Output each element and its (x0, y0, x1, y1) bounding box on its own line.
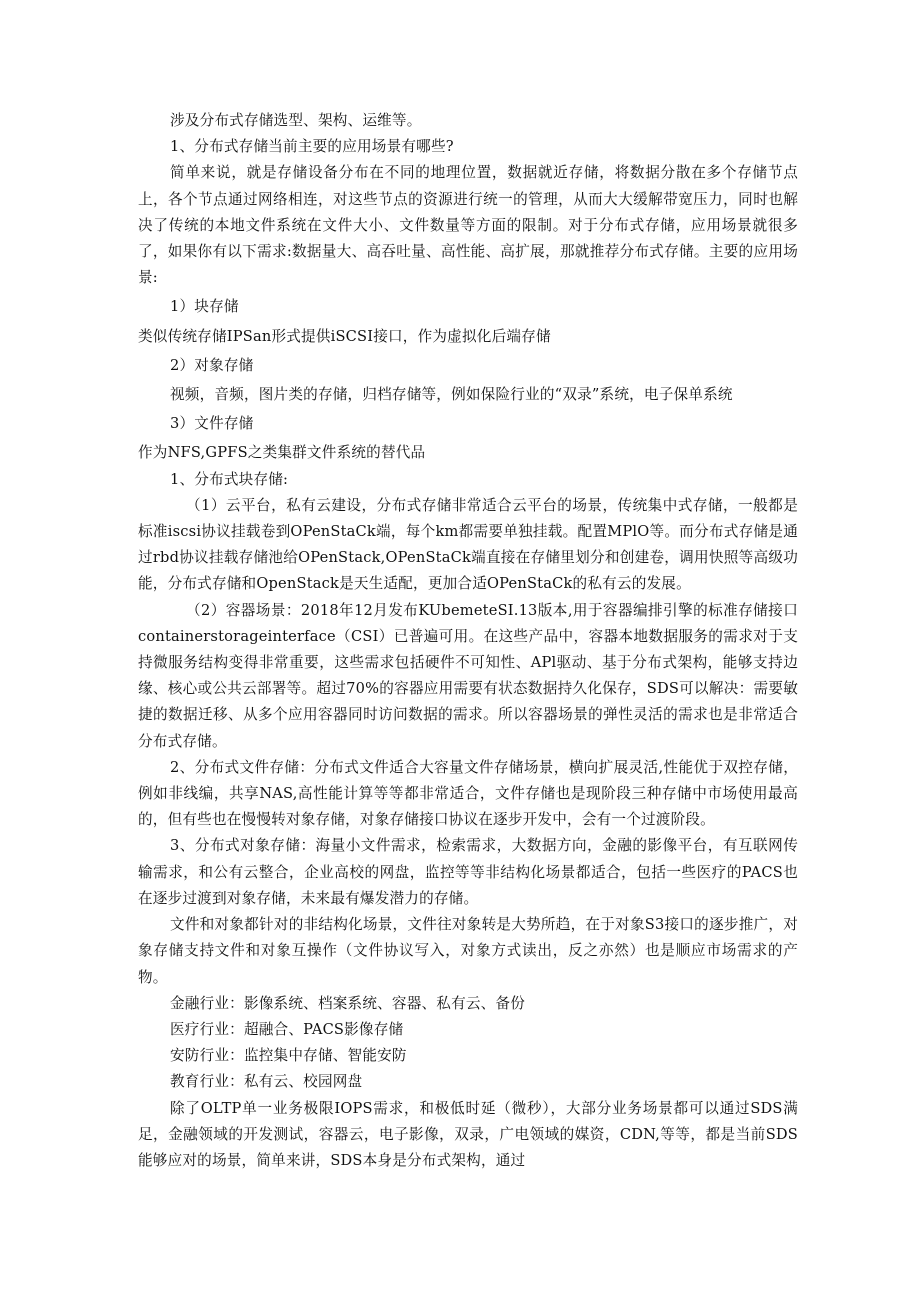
paragraph-sds: 除了OLTP单一业务极限IOPS需求，和极低时延（微秒），大部分业务场景都可以通过SDS满足，金融领域的开发测试，容器云，电子影像，双录，广电领域的媒资，CDN,等等，都是当前SDS能够应对的场景，简单来讲，SDS本身是分布式架构，通过 (138, 1099, 798, 1169)
question-heading: 1、分布式存储当前主要的应用场景有哪些? (170, 138, 454, 156)
industry-finance: 金融行业：影像系统、档案系统、容器、私有云、备份 (170, 994, 526, 1012)
block-storage-text: 类似传统存储IPSan形式提供iSCSI接口，作为虚拟化后端存储 (138, 327, 551, 345)
file-storage-text: 作为NFS,GPFS之类集群文件系统的替代品 (138, 444, 426, 462)
industry-education: 教育行业：私有云、校园网盘 (170, 1073, 363, 1091)
paragraph-cloud-platform: （1）云平台，私有云建设，分布式存储非常适合云平台的场景，传统集中式存储，一般都是标准iscsi协议挂载卷到OPenStaCk端，每个km都需要单独挂载。配置MPlO等。而分布式存储是通过rbd协议挂载存储池给OPenStack,OPenStaCk端直接在存储里划分和创建卷，调用快照等高级功能，分布式存储和OpenStack是天生适配，更加合适OPenStaCk的私有云的发展。 (138, 496, 798, 593)
object-storage-heading: 2）对象存储 (170, 356, 254, 374)
object-storage-text: 视频，音频，图片类的存储，归档存储等，例如保险行业的“双录”系统，电子保单系统 (170, 386, 733, 404)
paragraph-answer: 简单来说，就是存储设备分布在不同的地理位置，数据就近存储，将数据分散在多个存储节点上，各个节点通过网络相连，对这些节点的资源进行统一的管理，从而大大缓解带宽压力，同时也解决了传统的本地文件系统在文件大小、文件数量等方面的限制。对于分布式存储，应用场景就很多了，如果你有以下需求:数据量大、高吞吐量、高性能、高扩展，那就推荐分布式存储。主要的应用场景: (138, 164, 798, 287)
section-heading-block: 1、分布式块存储: (170, 470, 289, 488)
paragraph-file-storage: 2、分布式文件存储：分布式文件适合大容量文件存储场景，横向扩展灵活,性能优于双控存储，例如非线编，共享NAS,高性能计算等等都非常适合，文件存储也是现阶段三种存储中市场使用最高的，但有些也在慢慢转对象存储，对象存储接口协议在逐步开发中，会有一个过渡阶段。 (138, 758, 798, 829)
paragraph-unstructured: 文件和对象都针对的非结构化场景，文件往对象转是大势所趋，在于对象S3接口的逐步推广，对象存储支持文件和对象互操作（文件协议写入，对象方式读出，反之亦然）也是顺应市场需求的产物。 (138, 916, 798, 986)
block-storage-heading: 1）块存储 (170, 298, 239, 316)
paragraph-container: （2）容器场景：2018年12月发布KUbemeteSI.13版本,用于容器编排引擎的标准存储接口containerstorageinterface（CSI）已普遍可用。在这些产品中，容器本地数据服务的需求对于支持微服务结构变得非常重要，这些需求包括硬件不可知性、APl驱动、基于分布式架构，能够支持边缘、核心或公共云部署等。超过70%的容器应用需要有状态数据持久化保存，SDS可以解决：需要敏捷的数据迁移、从多个应用容器同时访问数据的需求。所以容器场景的弹性灵活的需求也是非常适合分布式存储。 (138, 601, 798, 750)
industry-medical: 医疗行业：超融合、PACS影像存储 (170, 1020, 404, 1038)
industry-security: 安防行业：监控集中存储、智能安防 (170, 1047, 407, 1065)
document-body (138, 108, 798, 1174)
paragraph-intro: 涉及分布式存储选型、架构、运维等。 (170, 112, 422, 129)
paragraph-object-storage: 3、分布式对象存储：海量小文件需求，检索需求，大数据方向，金融的影像平台，有互联网传输需求，和公有云整合，企业高校的网盘，监控等等非结构化场景都适合，包括一些医疗的PACS也在逐步过渡到对象存储，未来最有爆发潜力的存储。 (138, 837, 798, 907)
file-storage-heading: 3）文件存储 (170, 415, 254, 433)
